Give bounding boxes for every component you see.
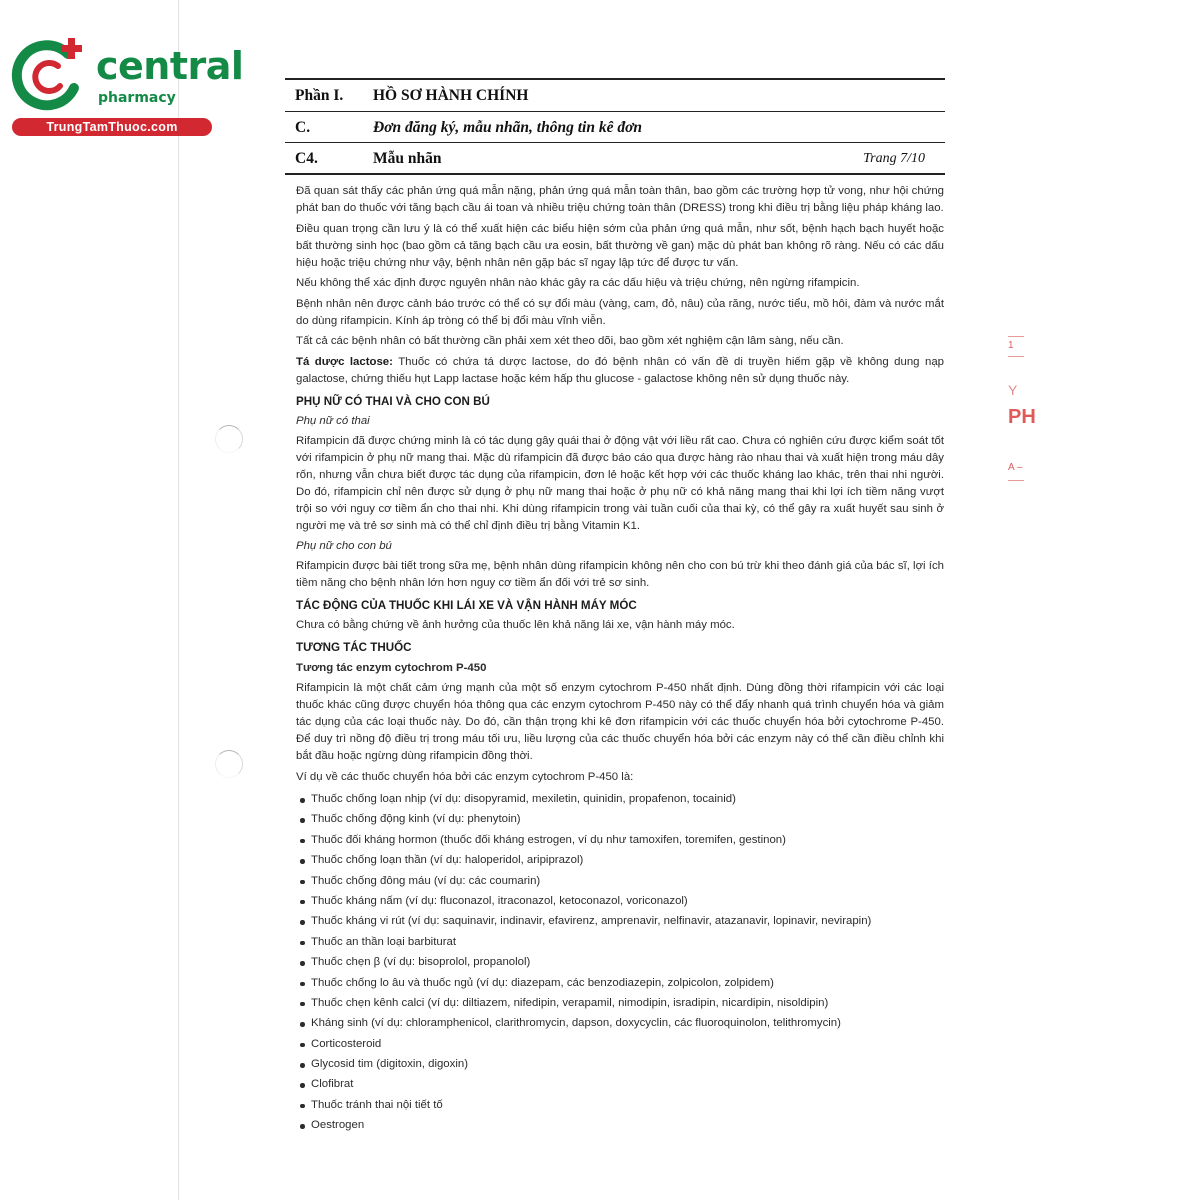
header-subsection-title: Mẫu nhãn — [373, 150, 442, 167]
header-section-title: Đơn đăng ký, mẫu nhãn, thông tin kê đơn — [373, 119, 643, 136]
central-logo-icon — [10, 36, 90, 116]
list-item: Thuốc chống đông máu (ví dụ: các coumarin) — [296, 871, 944, 891]
page-edge — [178, 0, 179, 1200]
header-row-subsection — [285, 143, 945, 175]
heading-interactions: TƯƠNG TÁC THUỐC — [296, 641, 412, 654]
stamp-text-3: PH — [1008, 406, 1036, 428]
list-item: Oestrogen — [296, 1115, 944, 1135]
lactose-text: Thuốc có chứa tá dược lactose, do đó bệnh nhân có vấn đề di truyền hiếm gặp về không dung nạp galactose, chứng thiếu hụt Lapp lactase hoặc kém hấp thu glucose - galactose không nên sử dụng thuốc này. — [296, 355, 944, 385]
list-item: Glycosid tim (digitoxin, digoxin) — [296, 1054, 944, 1074]
punch-hole-bottom — [215, 750, 243, 778]
paragraph-early-signs: Điều quan trọng cần lưu ý là có thể xuất hiện các biểu hiện sớm của phản ứng quá mẫn, như sốt, bệnh hạch bạch huyết hoặc bất thường sinh học (bao gồm cả tăng bạch cầu ưa eosin, bất thường về gan) mặc dù phát ban không rõ ràng. Nếu có các dấu hiệu hoặc triệu chứng như vậy, bệnh nhân nên gặp bác sĩ ngay lập tức để được tư vấn. — [296, 222, 944, 269]
paragraph-monitoring: Tất cả các bệnh nhân có bất thường cần phải xem xét theo dõi, bao gồm xét nghiệm cận lâm sàng, nếu cần. — [296, 335, 844, 347]
central-pharmacy-logo[interactable] — [10, 36, 244, 136]
subheading-cyp450: Tương tác enzym cytochrom P-450 — [296, 662, 487, 674]
list-item: Thuốc chống động kinh (ví dụ: phenytoin) — [296, 809, 944, 829]
document-body — [296, 183, 944, 1136]
paragraph-dress: Đã quan sát thấy các phản ứng quá mẫn nặng, phản ứng quá mẫn toàn thân, bao gồm các trường hợp tử vong, như hội chứng phát ban do thuốc với tăng bạch cầu ái toan và nhiều triệu chứng toàn thân (DRESS) trong khi điều trị bằng liệu pháp kháng lao. — [296, 185, 944, 214]
punch-hole-top — [215, 425, 243, 453]
list-item: Thuốc chống lo âu và thuốc ngủ (ví dụ: diazepam, các benzodiazepin, zolpicolon, zolpidem) — [296, 973, 944, 993]
stamp-line — [1008, 356, 1024, 357]
list-item: Kháng sinh (ví dụ: chloramphenicol, clarithromycin, dapson, doxycyclin, các fluoroquinolon, telithromycin) — [296, 1013, 944, 1033]
list-item: Thuốc chống loạn thần (ví dụ: haloperidol, aripiprazol) — [296, 850, 944, 870]
subheading-lactation: Phụ nữ cho con bú — [296, 540, 392, 552]
stamp-line — [1008, 336, 1024, 337]
list-item: Clofibrat — [296, 1074, 944, 1094]
list-item: Thuốc chẹn β (ví dụ: bisoprolol, propanolol) — [296, 952, 944, 972]
list-item: Thuốc tránh thai nội tiết tố — [296, 1095, 944, 1115]
list-item: Thuốc chống loạn nhịp (ví dụ: disopyramid, mexiletin, quinidin, propafenon, tocainid) — [296, 789, 944, 809]
heading-driving: TÁC ĐỘNG CỦA THUỐC KHI LÁI XE VÀ VẬN HÀNH MÁY MÓC — [296, 599, 637, 612]
stamp-text-1: 1 — [1008, 340, 1014, 351]
header-row-part — [285, 78, 945, 112]
list-item: Thuốc đối kháng hormon (thuốc đối kháng estrogen, ví dụ như tamoxifen, toremifen, gestinon) — [296, 830, 944, 850]
header-section-code: C. — [295, 119, 311, 136]
header-part-code: Phần I. — [295, 87, 344, 104]
paragraph-discoloration: Bệnh nhân nên được cảnh báo trước có thể có sự đổi màu (vàng, cam, đỏ, nâu) của răng, nước tiểu, mồ hôi, đàm và nước mắt do dùng rifampicin. Kính áp tròng có thể bị đổi màu vĩnh viễn. — [296, 297, 944, 327]
paragraph-cyp450: Rifampicin là một chất cảm ứng mạnh của một số enzym cytochrom P-450 nhất định. Dùng đồng thời rifampicin với các loại thuốc khác cũng được chuyển hóa thông qua các enzym cytochrom P-450 này có thể đẩy nhanh quá trình chuyển hóa và giảm tác dụng của các loại thuốc này. Do đó, cần thận trọng khi kê đơn rifampicin với các thuốc chuyển hóa bởi cytochrome P-450. Để duy trì nồng độ điều trị trong máu tối ưu, liều lượng của các thuốc chuyển hóa bởi các enzym này có thể cần điều chỉnh khi bắt đầu hoặc ngừng dùng rifampicin đồng thời. — [296, 682, 944, 762]
header-part-title: HỒ SƠ HÀNH CHÍNH — [373, 87, 529, 104]
logo-name: central — [96, 44, 244, 88]
paragraph-lactation: Rifampicin được bài tiết trong sữa mẹ, bệnh nhân dùng rifampicin không nên cho con bú trừ khi theo đánh giá của bác sĩ, lợi ích tiềm năng cho bệnh nhân lớn hơn nguy cơ tiềm ẩn đối với trẻ sơ sinh. — [296, 560, 944, 589]
paragraph-examples-intro: Ví dụ về các thuốc chuyển hóa bởi các enzym cytochrom P-450 là: — [296, 770, 634, 783]
stamp-text-4: A – — [1008, 462, 1023, 473]
stamp-fragment — [1008, 330, 1036, 490]
list-item: Thuốc kháng vi rút (ví dụ: saquinavir, indinavir, efavirenz, amprenavir, nelfinavir, atazanavir, lopinavir, nevirapin) — [296, 911, 944, 931]
page-number: Trang 7/10 — [863, 151, 925, 166]
heading-pregnancy: PHỤ NỮ CÓ THAI VÀ CHO CON BÚ — [296, 394, 490, 408]
paragraph-driving: Chưa có bằng chứng về ảnh hưởng của thuốc lên khả năng lái xe, vận hành máy móc. — [296, 619, 735, 631]
list-item: Thuốc kháng nấm (ví dụ: fluconazol, itraconazol, ketoconazol, voriconazol) — [296, 891, 944, 911]
stamp-text-2: Y — [1008, 382, 1018, 398]
stamp-line — [1008, 480, 1024, 481]
drug-list — [296, 789, 944, 1136]
paragraph-stop-rifampicin: Nếu không thể xác định được nguyên nhân nào khác gây ra các dấu hiệu và triệu chứng, nên ngừng rifampicin. — [296, 277, 860, 289]
header-subsection-code: C4. — [295, 150, 318, 167]
document-header-table — [285, 78, 945, 175]
logo-subtitle: pharmacy — [98, 90, 176, 106]
logo-site-banner[interactable]: TrungTamThuoc.com — [12, 118, 212, 136]
paragraph-pregnancy: Rifampicin đã được chứng minh là có tác dụng gây quái thai ở động vật với liều rất cao. Chưa có nghiên cứu được kiểm soát tốt với rifampicin ở phụ nữ mang thai. Mặc dù rifampicin đã được báo cáo qua được hàng rào nhau thai và xuất hiện trong máu dây rốn, nhưng vẫn chưa biết được tác dụng của rifampicin, đơn lẻ hoặc kết hợp với các thuốc kháng lao khác, trên thai nhi người. Do đó, rifampicin chỉ nên được sử dụng ở phụ nữ mang thai hoặc ở phụ nữ có khả năng mang thai khi lợi ích tiềm năng vượt trội so với nguy cơ tiềm ẩn cho thai nhi. Khi dùng rifampicin trong vài tuần cuối của thai kỳ, có thể gây ra xuất huyết sau sinh ở người mẹ và trẻ sơ sinh mà có thể chỉ định điều trị bằng Vitamin K1. — [296, 434, 944, 532]
list-item: Thuốc an thần loại barbiturat — [296, 932, 944, 952]
header-row-section — [285, 112, 945, 143]
lactose-label: Tá dược lactose: — [296, 355, 393, 368]
paragraph-lactose — [296, 354, 944, 388]
list-item: Corticosteroid — [296, 1034, 944, 1054]
list-item: Thuốc chẹn kênh calci (ví dụ: diltiazem, nifedipin, verapamil, nimodipin, isradipin, nicardipin, nisoldipin) — [296, 993, 944, 1013]
subheading-pregnant: Phụ nữ có thai — [296, 414, 370, 427]
